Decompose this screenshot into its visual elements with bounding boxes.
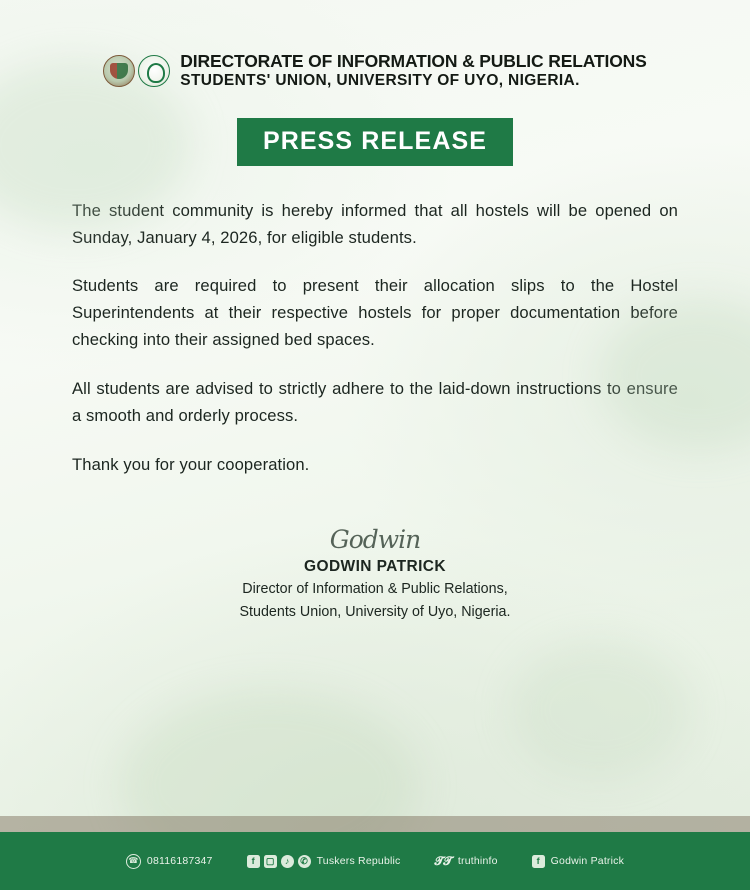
- footer-phone-label: 08116187347: [146, 855, 213, 867]
- page-title: PRESS RELEASE: [237, 118, 513, 166]
- footer-social[interactable]: [247, 855, 401, 868]
- signatory-role-line-2: Students Union, University of Uyo, Nigeria.: [239, 604, 511, 621]
- paragraph-3: All students are advised to strictly adhere to the laid-down instructions to ensure a smooth and orderly process.: [72, 379, 678, 425]
- document-header: [0, 0, 750, 90]
- document-footer: [0, 832, 750, 890]
- signatory-name: GODWIN PATRICK: [304, 557, 446, 575]
- instagram-icon[interactable]: ▢: [264, 855, 277, 868]
- paragraph-2: Students are required to present their allocation slips to the Hostel Superintendents at their respective hostels for proper documentation before checking into their assigned bed spaces.: [72, 276, 678, 350]
- organization-line-1: DIRECTORATE OF INFORMATION & PUBLIC RELATIONS: [180, 51, 647, 71]
- facebook-icon[interactable]: f: [532, 855, 545, 868]
- social-icon-row: [247, 855, 311, 868]
- background-watermark-4: [510, 640, 690, 780]
- footer-phone: [126, 854, 213, 869]
- uniuyo-crest-icon: [103, 55, 135, 87]
- students-union-crest-icon: [138, 55, 170, 87]
- facebook-icon[interactable]: f: [247, 855, 260, 868]
- crest-group: [103, 55, 170, 87]
- tt-monogram-icon: 𝓣𝓣: [434, 854, 452, 868]
- footer-page[interactable]: [532, 855, 624, 868]
- tiktok-icon[interactable]: ♪: [281, 855, 294, 868]
- footer-page-label: Godwin Patrick: [550, 855, 625, 867]
- signatory-role-line-1: Director of Information & Public Relations,: [242, 580, 508, 597]
- title-banner-wrap: [0, 118, 750, 166]
- paragraph-1: The student community is hereby informed that all hostels will be opened on Sunday, January 4, 2026, for eligible students.: [72, 200, 678, 247]
- phone-icon: ☎: [126, 854, 141, 869]
- handwritten-signature: Godwin: [329, 524, 421, 554]
- document-body: [72, 198, 678, 479]
- footer-truthinfo-label: truthinfo: [457, 855, 498, 867]
- signature-block: [0, 524, 750, 623]
- whatsapp-icon[interactable]: ✆: [298, 855, 311, 868]
- footer-truthinfo[interactable]: [435, 855, 498, 867]
- paragraph-4: Thank you for your cooperation.: [72, 454, 310, 474]
- organization-line-2: STUDENTS' UNION, UNIVERSITY OF UYO, NIGERIA.: [180, 71, 580, 89]
- footer-social-label: Tuskers Republic: [316, 855, 401, 867]
